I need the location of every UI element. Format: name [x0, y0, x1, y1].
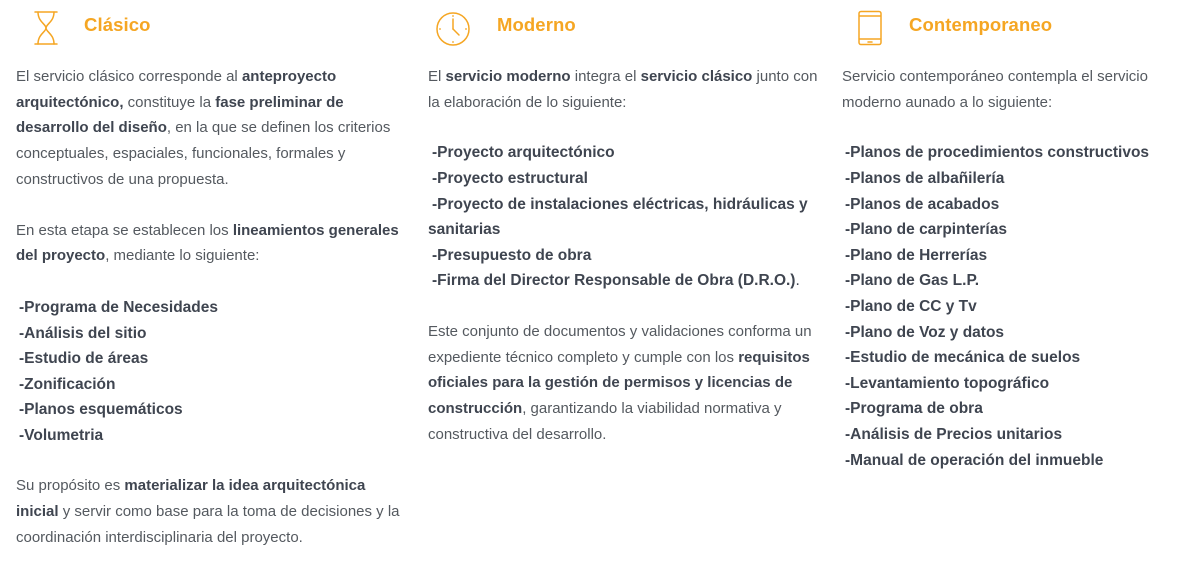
- column-moderno: [428, 0, 818, 447]
- clock-icon: [435, 10, 471, 46]
- list-item: -Estudio de áreas: [19, 350, 149, 368]
- clasico-purpose: Su propósito es materializar la idea arquitectónica inicial y servir como base para la toma de decisiones y la coordinación interdisciplinaria del proyecto.: [16, 477, 400, 546]
- list-item: -Proyecto estructural: [432, 170, 588, 187]
- column-clasico: [16, 0, 401, 551]
- list-item: -Zonificación: [19, 375, 116, 393]
- list-item: -Plano de Gas L.P.: [845, 272, 980, 290]
- clasico-header: [16, 0, 401, 60]
- list-item: -Análisis del sitio: [19, 324, 147, 342]
- hourglass-icon: [28, 10, 64, 46]
- moderno-header: [428, 0, 818, 60]
- list-item: [428, 268, 818, 294]
- smartphone-icon: [852, 10, 888, 46]
- list-item-suffix: .: [795, 272, 800, 290]
- clasico-stage: En esta etapa se establecen los lineamientos generales del proyecto, mediante lo siguiente:: [16, 221, 399, 265]
- list-item: -Planos de procedimientos constructivos: [845, 144, 1150, 162]
- contemporaneo-header: [842, 0, 1182, 60]
- clasico-intro: El servicio clásico corresponde al anteproyecto arquitectónico, constituye la fase preliminar de desarrollo del diseño, en la que se definen los criterios conceptuales, espaciales, funcionales, formales y constructivos de una propuesta.: [16, 68, 391, 188]
- list-item: -Plano de Herrerías: [845, 246, 988, 264]
- contemporaneo-list: [845, 140, 1182, 473]
- list-item: -Plano de carpinterías: [845, 221, 1007, 239]
- clasico-title: Clásico: [84, 14, 151, 35]
- list-item-text: -Proyecto de instalaciones eléctricas, hidráulicas y sanitarias: [428, 195, 808, 239]
- list-item: -Planos de albañilería: [845, 170, 1005, 187]
- list-item: -Presupuesto de obra: [432, 246, 592, 264]
- list-item: -Planos de acabados: [845, 195, 1000, 213]
- list-item: -Volumetria: [19, 426, 104, 444]
- moderno-title: Moderno: [497, 14, 576, 35]
- moderno-intro: El servicio moderno integra el servicio clásico junto con la elaboración de lo siguiente:: [428, 68, 818, 111]
- contemporaneo-intro: Servicio contemporáneo contempla el servicio moderno aunado a lo siguiente:: [842, 68, 1148, 111]
- clasico-list: [19, 295, 401, 449]
- list-item: -Plano de CC y Tv: [845, 297, 977, 315]
- list-item: -Manual de operación del inmueble: [845, 451, 1104, 469]
- list-item-text: -Firma del Director Responsable de Obra (D.R.O.): [432, 272, 796, 290]
- contemporaneo-title: Contemporaneo: [909, 14, 1053, 35]
- list-item: -Levantamiento topográfico: [845, 374, 1050, 392]
- column-contemporaneo: [842, 0, 1182, 473]
- list-item: -Planos esquemáticos: [19, 401, 183, 419]
- list-item: -Programa de obra: [845, 400, 983, 418]
- moderno-list: [428, 140, 818, 294]
- list-item: -Análisis de Precios unitarios: [845, 425, 1063, 443]
- list-item: -Proyecto arquitectónico: [432, 144, 615, 162]
- list-item: -Programa de Necesidades: [19, 298, 219, 316]
- list-item: -Plano de Voz y datos: [845, 323, 1005, 341]
- moderno-closing: Este conjunto de documentos y validaciones conforma un expediente técnico completo y cumple con los requisitos oficiales para la gestión de permisos y licencias de construcción, garantizando la viabilidad normativa y constructiva del desarrollo.: [428, 322, 812, 443]
- list-item: [428, 192, 818, 243]
- list-item: -Estudio de mecánica de suelos: [845, 349, 1081, 367]
